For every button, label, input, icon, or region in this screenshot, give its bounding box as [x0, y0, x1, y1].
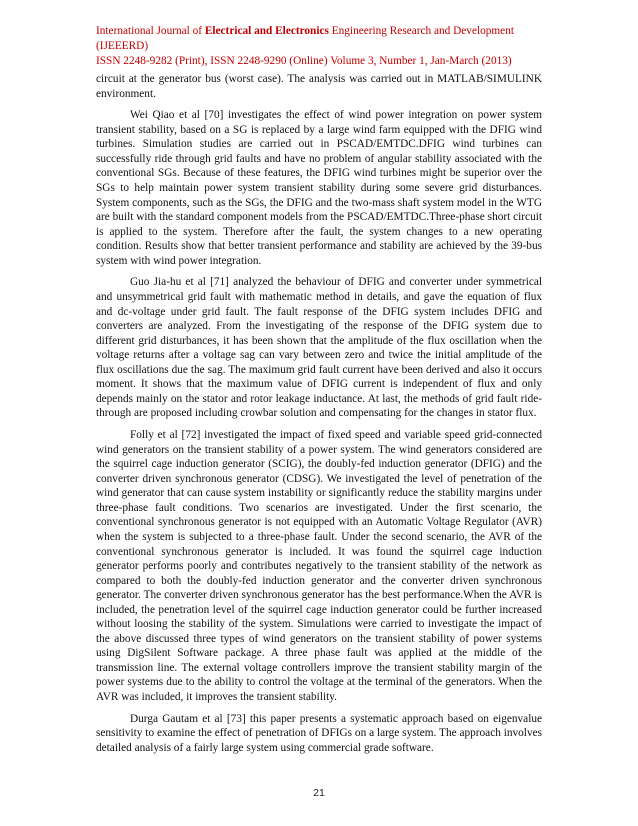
- journal-issn-line: ISSN 2248-9282 (Print), ISSN 2248-9290 (Online) Volume 3, Number 1, Jan-March (2013): [96, 55, 512, 67]
- paragraph-wei-qiao: Wei Qiao et al [70] investigates the effect of wind power integration on power system transient stability, based on a SG is replaced by a large wind farm equipped with the DFIG wind turbines. Simulation studies are carried out in PSCAD/EMTDC.DFIG wind turbines can successfully ride through grid faults and have no problem of angular stability associated with the conventional SGs. Because of these features, the DFIG wind turbines might be superior over the SGs to help maintain power system transient stability during some severe grid disturbances. System components, such as the SGs, the DFIG and the two-mass shaft system model in the WTG are built with the standard component models from the PSCAD/EMTDC.Three-phase short circuit is applied to the system. Therefore after the fault, the system changes to a new operating condition. Results show that better transient performance and stability are achieved by the 39-bus system with wind power integration.: [96, 109, 542, 267]
- journal-title-line: [96, 24, 556, 54]
- paragraph-guo-jia-hu: Guo Jia-hu et al [71] analyzed the behaviour of DFIG and converter under symmetrical and unsymmetrical grid fault with mathematic method in details, and gave the equation of flux and dc-voltage under grid fault. The fault response of the DFIG system includes DFIG and converters are analyzed. From the investigating of the response of the DFIG system due to different grid disturbances, it has been shown that the amplitude of the flux oscillation when the voltage returns after a voltage sag can vary between zero and twice the initial amplitude of the flux oscillations due the sag. The maximum grid fault current have been derived and also it occurs moment. It shows that the maximum value of DFIG current is independent of flux and only depends mainly on the stator and rotor leakage inductance. At last, the methods of grid fault ride-through are proposed including crowbar solution and compensating for the changes in stator flux.: [96, 276, 542, 420]
- page-number: 21: [313, 787, 325, 799]
- journal-header: [96, 24, 556, 69]
- article-body: [96, 72, 542, 755]
- paragraph-durga-gautam: Durga Gautam et al [73] this paper presents a systematic approach based on eigenvalue sensitivity to examine the effect of penetration of DFIGs on a large system. The approach involves detailed analysis of a fairly large system using commercial grade software.: [96, 712, 542, 754]
- paragraph-folly: Folly et al [72] investigated the impact of fixed speed and variable speed grid-connected wind generators on the transient stability of a power system. The wind generators considered are the squirrel cage induction generator (SCIG), the doubly-fed induction generator (DFIG) and the converter driven synchronous generator (CDSG). We investigated the level of penetration of the wind generator that can cause system instability or significantly reduce the stability margins under three-phase fault conditions. Two scenarios are investigated. Under the first scenario, the conventional synchronous generator is not equipped with an Automatic Voltage Regulator (AVR) when the system is subjected to a three-phase fault. Under the second scenario, the AVR of the conventional synchronous generator is included. It was found the squirrel cage induction generator performs poorly and contributes negatively to the transient stability of the network as compared to both the doubly-fed induction generator and the converter driven synchronous generator. The converter driven synchronous generator has the best performance.When the AVR is included, the penetration level of the squirrel cage induction generator could be further increased without loosing the stability of the system. Simulations were carried to investigate the impact of the above discussed three types of wind generators on the transient stability of power systems using DigSilent Software package. A three phase fault was applied at the middle of the transmission line. The external voltage controllers improve the transient stability margin of the power systems due to the ability to control the voltage at the terminal of the generators. When the AVR was included, it improves the transient stability.: [96, 429, 542, 703]
- journal-title-suffix: Engineering Research and Development (IJEEERD): [96, 25, 514, 52]
- journal-title-bold: Electrical and Electronics: [204, 25, 329, 37]
- paragraph-continuation: circuit at the generator bus (worst case). The analysis was carried out in MATLAB/SIMULINK environment.: [96, 73, 542, 100]
- journal-title-prefix: International Journal of: [96, 25, 205, 37]
